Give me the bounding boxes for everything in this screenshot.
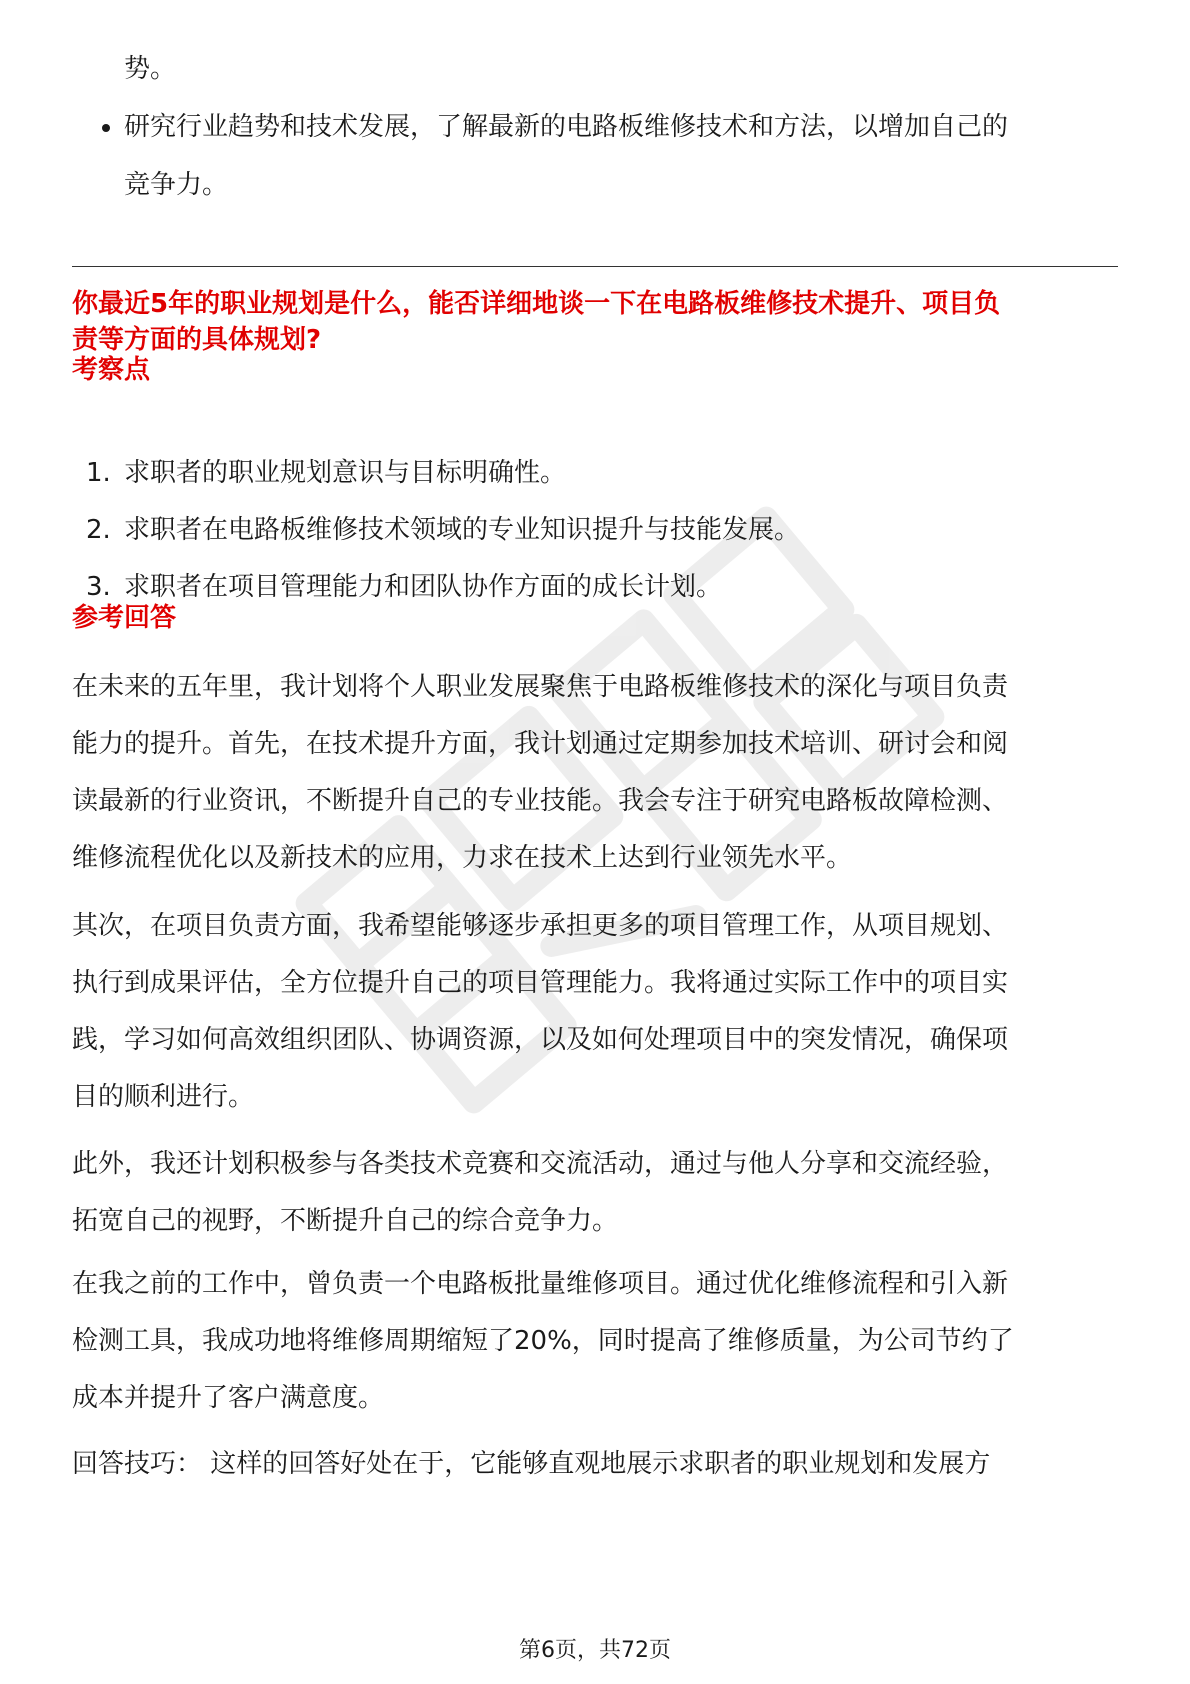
list-text: 求职者的职业规划意识与目标明确性。 <box>124 458 567 488</box>
paragraph-line: 目的顺利进行。 <box>72 1082 255 1112</box>
section-title-kaochadian: 考察点 <box>72 355 151 385</box>
bullet-text: 研究行业趋势和技术发展，了解最新的电路板维修技术和方法，以增加自己的 <box>124 112 1009 142</box>
list-item <box>72 502 1118 559</box>
paragraph-line: 其次，在项目负责方面，我希望能够逐步承担更多的项目管理工作，从项目规划、 <box>72 911 1009 941</box>
paragraph-line: 成本并提升了客户满意度。 <box>72 1383 385 1413</box>
page-footer: 第6页，共72页 <box>519 1638 671 1663</box>
paragraph-line: 在我之前的工作中，曾负责一个电路板批量维修项目。通过优化维修流程和引入新 <box>72 1269 1009 1299</box>
paragraph-line: 能力的提升。首先，在技术提升方面，我计划通过定期参加技术培训、研讨会和阅 <box>72 729 1009 759</box>
question-line: 你最近5年的职业规划是什么，能否详细地谈一下在电路板维修技术提升、项目负 <box>72 289 1001 319</box>
list-item <box>72 559 1118 616</box>
bullet-continuation <box>72 156 1118 214</box>
paragraph-line: 执行到成果评估，全方位提升自己的项目管理能力。我将通过实际工作中的项目实 <box>72 968 1009 998</box>
section-title-cankao: 参考回答 <box>72 603 177 633</box>
question-line: 责等方面的具体规划? <box>72 325 322 355</box>
bullet-continuation <box>72 40 1118 98</box>
paragraph-line: 拓宽自己的视野，不断提升自己的综合竞争力。 <box>72 1206 619 1236</box>
list-number: 3. <box>86 572 111 602</box>
paragraph-line: 读最新的行业资讯，不断提升自己的专业技能。我会专注于研究电路板故障检测、 <box>72 786 1009 816</box>
kaochadian-list <box>72 445 1118 616</box>
bullet-text: 竞争力。 <box>124 170 229 200</box>
bullet-dot-icon <box>102 124 110 132</box>
answer-paragraph <box>72 898 1118 1126</box>
bullet-text: 势。 <box>124 54 177 84</box>
answer-tip-paragraph <box>72 1436 1118 1493</box>
list-number: 2. <box>86 515 111 545</box>
paragraph-line: 此外，我还计划积极参与各类技术竞赛和交流活动，通过与他人分享和交流经验， <box>72 1149 1009 1179</box>
list-number: 1. <box>86 458 111 488</box>
answer-paragraph <box>72 1256 1118 1427</box>
answer-paragraph <box>72 659 1118 887</box>
answer-paragraph <box>72 1136 1118 1250</box>
list-item <box>72 445 1118 502</box>
question-heading <box>72 286 1118 358</box>
paragraph-line: 维修流程优化以及新技术的应用，力求在技术上达到行业领先水平。 <box>72 843 853 873</box>
paragraph-line: 检测工具，我成功地将维修周期缩短了20%，同时提高了维修质量，为公司节约了 <box>72 1326 1014 1356</box>
bullet-item <box>72 98 1118 156</box>
section-divider <box>72 266 1118 267</box>
paragraph-line: 践，学习如何高效组织团队、协调资源，以及如何处理项目中的突发情况，确保项 <box>72 1025 1009 1055</box>
paragraph-line: 回答技巧： 这样的回答好处在于，它能够直观地展示求职者的职业规划和发展方 <box>72 1449 991 1479</box>
list-text: 求职者在电路板维修技术领域的专业知识提升与技能发展。 <box>124 515 801 545</box>
paragraph-line: 在未来的五年里，我计划将个人职业发展聚焦于电路板维修技术的深化与项目负责 <box>72 672 1009 702</box>
top-bullets <box>72 40 1118 214</box>
list-text: 求职者在项目管理能力和团队协作方面的成长计划。 <box>124 572 723 602</box>
